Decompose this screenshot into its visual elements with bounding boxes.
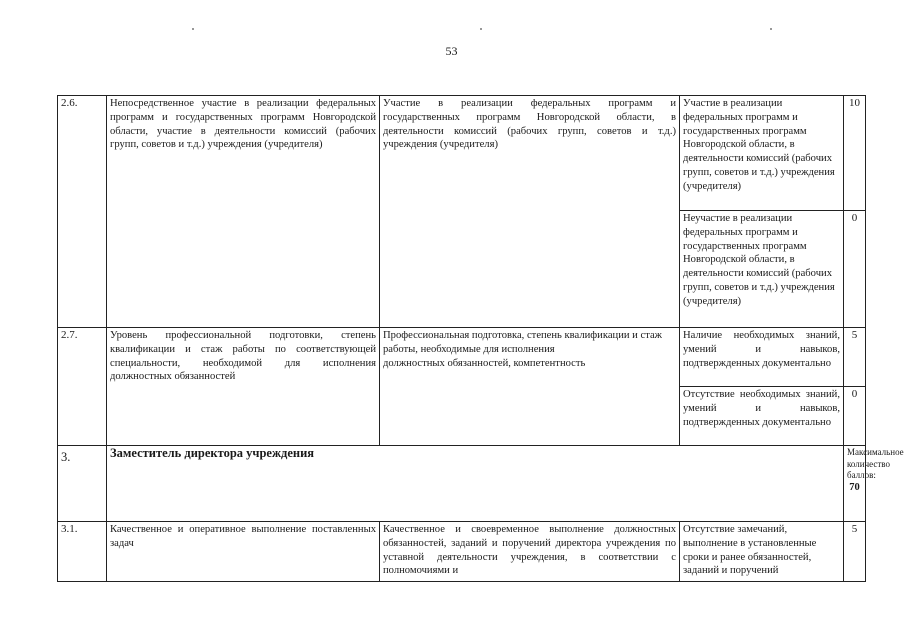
score-value: 10 xyxy=(844,96,866,211)
description-text xyxy=(380,328,680,446)
criterion-text: Отсутствие замечаний, выполнение в установленные сроки и ранее обязанностей, заданий и поручений xyxy=(680,522,844,582)
table-row xyxy=(58,522,866,582)
max-score-value: 70 xyxy=(849,481,860,493)
description-line: должностных обязанностей, компетентность xyxy=(383,357,586,369)
row-number: 3.1. xyxy=(58,522,107,582)
indicator-text: Уровень профессиональной подготовки, степень квалификации и стаж работы по соответствующей специальности, необходимой для исполнения должностных обязанностей xyxy=(107,328,380,446)
description-text: Качественное и своевременное выполнение должностных обязанностей, заданий и поручений директора учреждения по уставной деятельности учреждения, в соответствии с полномочиями и xyxy=(380,522,680,582)
criteria-table xyxy=(57,95,904,582)
table-row xyxy=(58,328,866,387)
criterion-text: Участие в реализации федеральных программ и государственных программ Новгородской области, в деятельности комиссий (рабочих групп, советов и т.д.) учреждения (учредителя) xyxy=(680,96,844,211)
section-row xyxy=(58,446,866,522)
score-value: 0 xyxy=(844,211,866,328)
description-text: Участие в реализации федеральных программ и государственных программ Новгородской области, в деятельности комиссий (рабочих групп, советов и т.д.) учреждения (учредителя) xyxy=(380,96,680,328)
page-number: 53 xyxy=(445,44,458,58)
row-number: 2.7. xyxy=(58,328,107,446)
max-score-label: Максимальное количество баллов: xyxy=(847,447,904,480)
description-line: Профессиональная подготовка, степень квалификации и стаж работы, необходимые для исполнения xyxy=(383,330,662,355)
indicator-text: Непосредственное участие в реализации федеральных программ и государственных программ Новгородской области, участие в деятельности комиссий (рабочих групп, советов и т.д.) учреждения (учредителя) xyxy=(107,96,380,328)
criterion-text: Наличие необходимых знаний, умений и навыков, подтвержденных документально xyxy=(680,328,844,387)
max-score-cell xyxy=(844,446,904,522)
section-number: 3. xyxy=(58,446,107,522)
score-value: 5 xyxy=(844,328,866,387)
section-title: Заместитель директора учреждения xyxy=(107,446,844,522)
score-value: 5 xyxy=(844,522,866,582)
table-row xyxy=(58,96,866,211)
indicator-text: Качественное и оперативное выполнение поставленных задач xyxy=(107,522,380,582)
criterion-text: Отсутствие необходимых знаний, умений и навыков, подтвержденных документально xyxy=(680,387,844,446)
row-number: 2.6. xyxy=(58,96,107,328)
score-value: 0 xyxy=(844,387,866,446)
criterion-text: Неучастие в реализации федеральных программ и государственных программ Новгородской области, в деятельности комиссий (рабочих групп, советов и т.д.) учреждения (учредителя) xyxy=(680,211,844,328)
